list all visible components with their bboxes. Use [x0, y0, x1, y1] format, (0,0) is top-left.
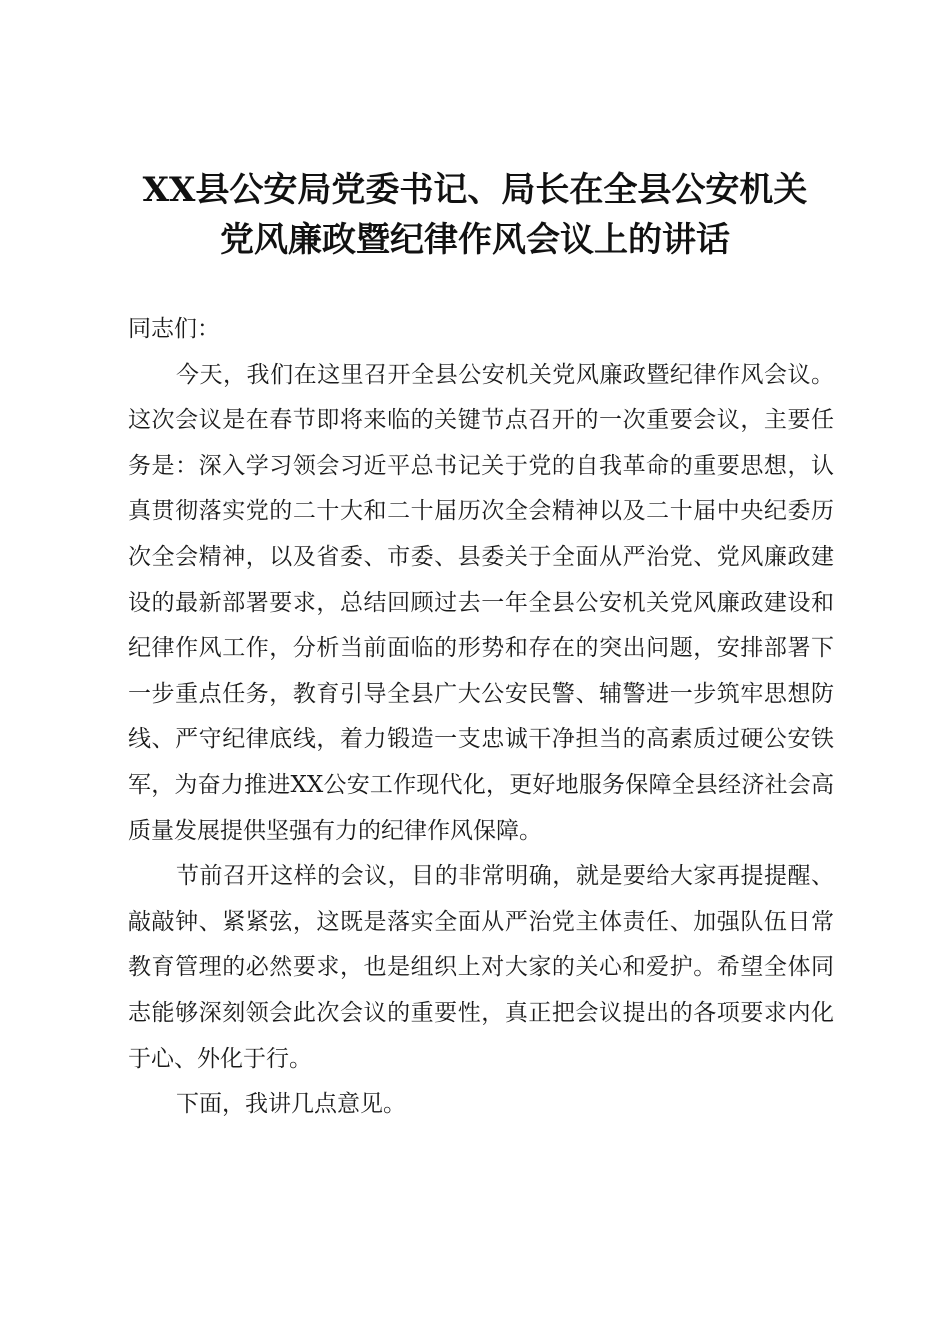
- document-body: [128, 307, 834, 1128]
- paragraph: 今天，我们在这里召开全县公安机关党风廉政暨纪律作风会议。这次会议是在春节即将来临的关键节点召开的一次重要会议，主要任务是：深入学习领会习近平总书记关于党的自我革命的重要思想，认真贯彻落实党的二十大和二十届历次全会精神以及二十届中央纪委历次全会精神，以及省委、市委、县委关于全面从严治党、党风廉政建设的最新部署要求，总结回顾过去一年全县公安机关党风廉政建设和纪律作风工作，分析当前面临的形势和存在的突出问题，安排部署下一步重点任务，教育引导全县广大公安民警、辅警进一步筑牢思想防线、严守纪律底线，着力锻造一支忠诚干净担当的高素质过硬公安铁军，为奋力推进XX公安工作现代化，更好地服务保障全县经济社会高质量发展提供坚强有力的纪律作风保障。: [128, 361, 834, 844]
- paragraph: 节前召开这样的会议，目的非常明确，就是要给大家再提提醒、敲敲钟、紧紧弦，这既是落实全面从严治党主体责任、加强队伍日常教育管理的必然要求，也是组织上对大家的关心和爱护。希望全体同志能够深刻领会此次会议的重要性，真正把会议提出的各项要求内化于心、外化于行。: [128, 863, 834, 1072]
- salutation: 同志们：: [128, 316, 220, 342]
- title-line-1: XX县公安局党委书记、局长在全县公安机关: [142, 170, 808, 210]
- title-line-2: 党风廉政暨纪律作风会议上的讲话: [220, 220, 730, 260]
- document-title: [120, 165, 830, 265]
- paragraph: 下面，我讲几点意见。: [176, 1091, 406, 1118]
